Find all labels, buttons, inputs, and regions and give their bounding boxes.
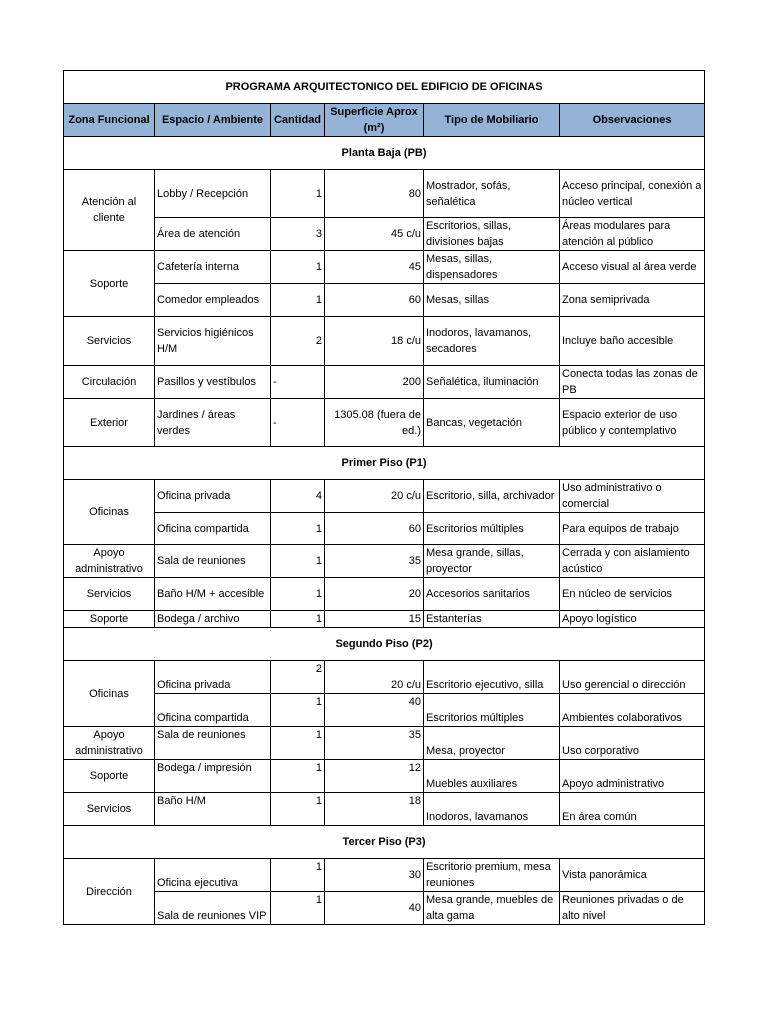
floor-row-pb	[64, 137, 705, 170]
observaciones-cell: Uso corporativo	[560, 727, 705, 760]
mobiliario-cell: Accesorios sanitarios	[424, 578, 560, 611]
espacio-cell: Oficina compartida	[155, 694, 271, 727]
mobiliario-cell: Inodoros, lavamanos, secadores	[424, 317, 560, 366]
title-row	[64, 71, 705, 104]
table-row	[64, 545, 705, 578]
observaciones-cell: En área común	[560, 793, 705, 826]
table-row	[64, 727, 705, 760]
floor-row-p2	[64, 628, 705, 661]
floor-header-p3: Tercer Piso (P3)	[64, 826, 705, 859]
espacio-cell: Jardines / áreas verdes	[155, 399, 271, 447]
zone-cell: Soporte	[64, 251, 155, 317]
cantidad-cell: 1	[271, 611, 325, 628]
superficie-cell: 20 c/u	[325, 661, 424, 694]
cantidad-cell: 1	[271, 578, 325, 611]
espacio-cell: Oficina privada	[155, 480, 271, 513]
zone-cell: Soporte	[64, 760, 155, 793]
mobiliario-cell: Escritorio premium, mesa reuniones	[424, 859, 560, 892]
col-header-mobiliario: Tipo de Mobiliario	[424, 104, 560, 137]
superficie-cell: 200	[325, 366, 424, 399]
cantidad-cell: 1	[271, 251, 325, 284]
cantidad-cell: 1	[271, 793, 325, 826]
superficie-cell: 15	[325, 611, 424, 628]
mobiliario-cell: Escritorios, sillas, divisiones bajas	[424, 218, 560, 251]
cantidad-cell: 1	[271, 859, 325, 892]
table-row	[64, 170, 705, 218]
floor-row-p3	[64, 826, 705, 859]
mobiliario-cell: Muebles auxiliares	[424, 760, 560, 793]
observaciones-cell: Uso administrativo o comercial	[560, 480, 705, 513]
superficie-cell: 45	[325, 251, 424, 284]
table-row	[64, 513, 705, 545]
superficie-cell: 60	[325, 284, 424, 317]
espacio-cell: Oficina ejecutiva	[155, 859, 271, 892]
zone-cell: Dirección	[64, 859, 155, 925]
table-row	[64, 399, 705, 447]
table-row	[64, 611, 705, 628]
observaciones-cell: En núcleo de servicios	[560, 578, 705, 611]
mobiliario-cell: Señalética, iluminación	[424, 366, 560, 399]
col-header-superficie	[325, 104, 424, 137]
superficie-cell: 18 c/u	[325, 317, 424, 366]
mobiliario-cell: Inodoros, lavamanos	[424, 793, 560, 826]
cantidad-cell: 1	[271, 284, 325, 317]
table-row	[64, 480, 705, 513]
table-row	[64, 661, 705, 694]
espacio-cell: Lobby / Recepción	[155, 170, 271, 218]
cantidad-cell: 1	[271, 545, 325, 578]
observaciones-cell: Espacio exterior de uso público y contemplativo	[560, 399, 705, 447]
mobiliario-cell: Estanterías	[424, 611, 560, 628]
table-row	[64, 317, 705, 366]
mobiliario-cell: Mesa grande, muebles de alta gama	[424, 892, 560, 925]
table-row	[64, 578, 705, 611]
mobiliario-cell: Mesas, sillas	[424, 284, 560, 317]
cantidad-cell: 1	[271, 892, 325, 925]
zone-cell: Oficinas	[64, 661, 155, 727]
mobiliario-cell: Mostrador, sofás, señalética	[424, 170, 560, 218]
cantidad-cell: -	[271, 366, 325, 399]
floor-header-p2: Segundo Piso (P2)	[64, 628, 705, 661]
table-row	[64, 859, 705, 892]
mobiliario-cell: Escritorios múltiples	[424, 513, 560, 545]
table-row	[64, 218, 705, 251]
superficie-cell: 40	[325, 892, 424, 925]
espacio-cell: Bodega / archivo	[155, 611, 271, 628]
observaciones-cell: Uso gerencial o dirección	[560, 661, 705, 694]
mobiliario-cell: Mesa, proyector	[424, 727, 560, 760]
espacio-cell: Oficina compartida	[155, 513, 271, 545]
espacio-cell: Pasillos y vestíbulos	[155, 366, 271, 399]
superficie-cell: 60	[325, 513, 424, 545]
observaciones-cell: Acceso principal, conexión a núcleo vertical	[560, 170, 705, 218]
zone-cell: Apoyo administrativo	[64, 545, 155, 578]
cantidad-cell: 1	[271, 760, 325, 793]
cantidad-cell: 1	[271, 694, 325, 727]
cantidad-cell: 1	[271, 727, 325, 760]
zone-cell: Servicios	[64, 578, 155, 611]
superficie-label: Superficie Aprox	[330, 106, 418, 118]
observaciones-cell: Zona semiprivada	[560, 284, 705, 317]
zone-cell: Servicios	[64, 793, 155, 826]
superficie-cell: 1305.08 (fuera de ed.)	[325, 399, 424, 447]
observaciones-cell: Apoyo administrativo	[560, 760, 705, 793]
cantidad-cell: 1	[271, 170, 325, 218]
espacio-cell: Comedor empleados	[155, 284, 271, 317]
mobiliario-cell: Bancas, vegetación	[424, 399, 560, 447]
espacio-cell: Cafetería interna	[155, 251, 271, 284]
table-title: PROGRAMA ARQUITECTONICO DEL EDIFICIO DE OFICINAS	[64, 71, 705, 104]
col-header-observaciones: Observaciones	[560, 104, 705, 137]
observaciones-cell: Acceso visual al área verde	[560, 251, 705, 284]
col-header-cantidad: Cantidad	[271, 104, 325, 137]
espacio-cell: Área de atención	[155, 218, 271, 251]
superficie-cell: 12	[325, 760, 424, 793]
floor-header-pb: Planta Baja (PB)	[64, 137, 705, 170]
zone-cell: Circulación	[64, 366, 155, 399]
program-table	[63, 70, 705, 925]
espacio-cell: Baño H/M	[155, 793, 271, 826]
observaciones-cell: Vista panorámica	[560, 859, 705, 892]
mobiliario-cell: Mesa grande, sillas, proyector	[424, 545, 560, 578]
zone-cell: Exterior	[64, 399, 155, 447]
superficie-cell: 18	[325, 793, 424, 826]
table-row	[64, 760, 705, 793]
mobiliario-cell: Mesas, sillas, dispensadores	[424, 251, 560, 284]
mobiliario-cell: Escritorio, silla, archivador	[424, 480, 560, 513]
observaciones-cell: Conecta todas las zonas de PB	[560, 366, 705, 399]
table-row	[64, 694, 705, 727]
espacio-cell: Sala de reuniones	[155, 545, 271, 578]
zone-cell: Atención al cliente	[64, 170, 155, 251]
cantidad-cell: -	[271, 399, 325, 447]
zone-cell: Apoyo administrativo	[64, 727, 155, 760]
cantidad-cell: 4	[271, 480, 325, 513]
floor-header-p1: Primer Piso (P1)	[64, 447, 705, 480]
observaciones-cell: Ambientes colaborativos	[560, 694, 705, 727]
zone-cell: Soporte	[64, 611, 155, 628]
header-row	[64, 104, 705, 137]
cantidad-cell: 1	[271, 513, 325, 545]
superficie-cell: 80	[325, 170, 424, 218]
mobiliario-cell: Escritorio ejecutivo, silla	[424, 661, 560, 694]
espacio-cell: Bodega / impresión	[155, 760, 271, 793]
cantidad-cell: 3	[271, 218, 325, 251]
superficie-cell: 35	[325, 727, 424, 760]
floor-row-p1	[64, 447, 705, 480]
espacio-cell: Oficina privada	[155, 661, 271, 694]
mobiliario-cell: Escritorios múltiples	[424, 694, 560, 727]
zone-cell: Servicios	[64, 317, 155, 366]
observaciones-cell: Incluye baño accesible	[560, 317, 705, 366]
table-row	[64, 892, 705, 925]
table-row	[64, 251, 705, 284]
superficie-cell: 40	[325, 694, 424, 727]
espacio-cell: Baño H/M + accesible	[155, 578, 271, 611]
observaciones-cell: Cerrada y con aislamiento acústico	[560, 545, 705, 578]
superficie-cell: 35	[325, 545, 424, 578]
superficie-cell: 45 c/u	[325, 218, 424, 251]
cantidad-cell: 2	[271, 661, 325, 694]
superficie-cell: 20	[325, 578, 424, 611]
col-header-zona: Zona Funcional	[64, 104, 155, 137]
observaciones-cell: Reuniones privadas o de alto nivel	[560, 892, 705, 925]
espacio-cell: Servicios higiénicos H/M	[155, 317, 271, 366]
cantidad-cell: 2	[271, 317, 325, 366]
observaciones-cell: Para equipos de trabajo	[560, 513, 705, 545]
observaciones-cell: Áreas modulares para atención al público	[560, 218, 705, 251]
zone-cell: Oficinas	[64, 480, 155, 545]
observaciones-cell: Apoyo logístico	[560, 611, 705, 628]
superficie-cell: 30	[325, 859, 424, 892]
espacio-cell: Sala de reuniones	[155, 727, 271, 760]
table-row	[64, 366, 705, 399]
superficie-unit: (m²)	[363, 122, 385, 134]
espacio-cell: Sala de reuniones VIP	[155, 892, 271, 925]
table-row	[64, 793, 705, 826]
superficie-cell: 20 c/u	[325, 480, 424, 513]
table-row	[64, 284, 705, 317]
col-header-espacio: Espacio / Ambiente	[155, 104, 271, 137]
